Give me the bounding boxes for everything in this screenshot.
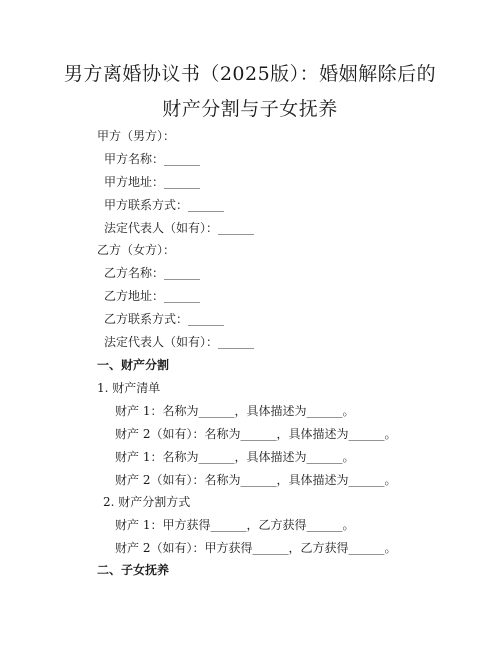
document-title-line-1: 男方离婚协议书（2025版）：婚姻解除后的 — [63, 63, 437, 85]
party-b-address: 乙方地址：______ — [104, 289, 201, 303]
property-list-item: 财产 2（如有）：名称为______，具体描述为______。 — [115, 427, 397, 441]
property-split-item: 财产 1：甲方获得______，乙方获得______。 — [115, 518, 355, 532]
property-list-subheading: 1. 财产清单 — [97, 381, 161, 395]
party-a-address: 甲方地址：______ — [104, 175, 201, 189]
property-list-item: 财产 2（如有）：名称为______，具体描述为______。 — [115, 473, 397, 487]
section-child-custody-heading: 二、子女抚养 — [97, 563, 170, 577]
party-b-representative: 法定代表人（如有）：______ — [104, 335, 255, 349]
document-title-line-2: 财产分割与子女抚养 — [162, 98, 338, 120]
party-b-heading: 乙方（女方）： — [97, 243, 176, 257]
property-split-subheading: 2. 财产分割方式 — [103, 495, 191, 509]
section-property-division-heading: 一、财产分割 — [97, 358, 170, 372]
property-list-item: 财产 1：名称为______，具体描述为______。 — [115, 404, 355, 418]
party-a-heading: 甲方（男方）： — [97, 129, 176, 143]
party-a-name: 甲方名称：______ — [104, 152, 201, 166]
party-a-representative: 法定代表人（如有）：______ — [104, 221, 255, 235]
party-b-contact: 乙方联系方式：______ — [104, 312, 225, 326]
party-a-contact: 甲方联系方式：______ — [104, 198, 225, 212]
property-list-item: 财产 1：名称为______，具体描述为______。 — [115, 450, 355, 464]
party-b-name: 乙方名称：______ — [104, 266, 201, 280]
property-split-item: 财产 2（如有）：甲方获得______，乙方获得______。 — [115, 541, 397, 555]
